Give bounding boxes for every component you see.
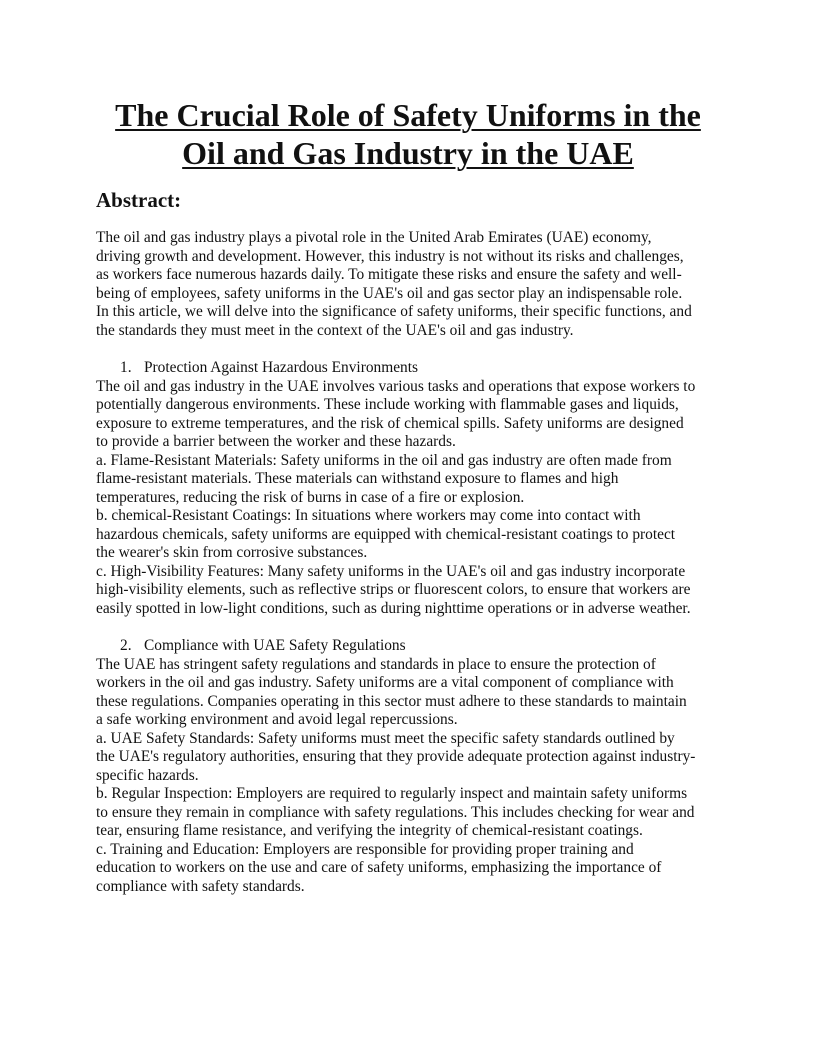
text-line: driving growth and development. However, this industry is not without its risks and challenges, <box>96 247 684 265</box>
title-line-1: The Crucial Role of Safety Uniforms in the <box>115 97 701 133</box>
text-line: the UAE's regulatory authorities, ensuring that they provide adequate protection against industry- <box>96 748 696 765</box>
section-body-compliance <box>96 656 720 897</box>
text-line: compliance with safety standards. <box>96 877 305 895</box>
abstract-heading: Abstract: <box>96 188 182 212</box>
section-heading-compliance <box>96 637 720 656</box>
page-title <box>96 96 720 172</box>
text-line: these regulations. Companies operating in this sector must adhere to these standards to maintain <box>96 692 687 710</box>
text-line: the wearer's skin from corrosive substances. <box>96 544 368 561</box>
document-page <box>96 96 720 896</box>
text-line: high-visibility elements, such as reflective strips or fluorescent colors, to ensure that workers are <box>96 581 691 598</box>
text-line: exposure to extreme temperatures, and the risk of chemical spills. Safety uniforms are designed <box>96 414 684 432</box>
text-line: potentially dangerous environments. These include working with flammable gases and liquids, <box>96 396 679 413</box>
text-line: The oil and gas industry in the UAE involves various tasks and operations that expose workers to <box>96 377 696 395</box>
text-line: to ensure they remain in compliance with safety regulations. This includes checking for wear and <box>96 803 695 821</box>
text-line: temperatures, reducing the risk of burns in case of a fire or explosion. <box>96 488 525 506</box>
section-heading-text: Protection Against Hazardous Environments <box>144 359 418 376</box>
title-line-2: Oil and Gas Industry in the UAE <box>182 135 634 171</box>
text-line: In this article, we will delve into the significance of safety uniforms, their specific functions, and <box>96 303 692 320</box>
text-line: a safe working environment and avoid legal repercussions. <box>96 711 458 728</box>
text-line: a. Flame-Resistant Materials: Safety uniforms in the oil and gas industry are often made from <box>96 451 672 469</box>
text-line: as workers face numerous hazards daily. To mitigate these risks and ensure the safety and well- <box>96 266 682 283</box>
text-line: being of employees, safety uniforms in the UAE's oil and gas sector play an indispensable role. <box>96 284 683 302</box>
abstract-paragraph <box>96 229 720 340</box>
text-line: the standards they must meet in the context of the UAE's oil and gas industry. <box>96 321 574 339</box>
text-line: to provide a barrier between the worker and these hazards. <box>96 433 456 450</box>
text-line: education to workers on the use and care of safety uniforms, emphasizing the importance of <box>96 859 662 876</box>
section-body-protection <box>96 378 720 619</box>
text-line: flame-resistant materials. These materials can withstand exposure to flames and high <box>96 470 619 487</box>
list-number: 1. <box>120 359 132 376</box>
text-line: a. UAE Safety Standards: Safety uniforms must meet the specific safety standards outlined by <box>96 729 675 747</box>
text-line: b. chemical-Resistant Coatings: In situations where workers may come into contact with <box>96 507 641 524</box>
list-number: 2. <box>120 637 132 654</box>
section-heading-text: Compliance with UAE Safety Regulations <box>144 637 406 654</box>
text-line: workers in the oil and gas industry. Safety uniforms are a vital component of compliance with <box>96 674 674 691</box>
text-line: The UAE has stringent safety regulations and standards in place to ensure the protection of <box>96 655 656 673</box>
section-heading-protection <box>96 359 720 378</box>
text-line: b. Regular Inspection: Employers are required to regularly inspect and maintain safety uniforms <box>96 785 688 802</box>
text-line: easily spotted in low-light conditions, such as during nighttime operations or in adverse weather. <box>96 599 691 617</box>
text-line: specific hazards. <box>96 766 199 784</box>
text-line: hazardous chemicals, safety uniforms are equipped with chemical-resistant coatings to protect <box>96 525 676 543</box>
text-line: c. High-Visibility Features: Many safety uniforms in the UAE's oil and gas industry incorporate <box>96 562 686 580</box>
text-line: The oil and gas industry plays a pivotal role in the United Arab Emirates (UAE) economy, <box>96 229 652 246</box>
text-line: c. Training and Education: Employers are responsible for providing proper training and <box>96 840 634 858</box>
text-line: tear, ensuring flame resistance, and verifying the integrity of chemical-resistant coatings. <box>96 822 643 839</box>
